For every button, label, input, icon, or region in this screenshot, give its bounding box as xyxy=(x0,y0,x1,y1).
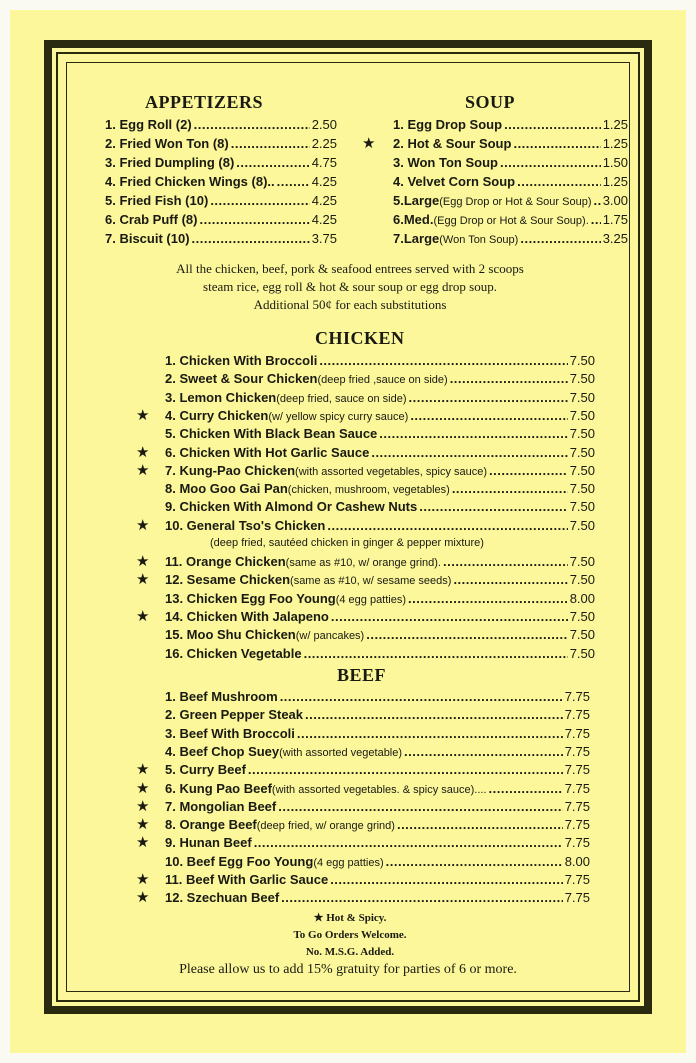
hot-spicy-star-icon: ★ xyxy=(136,515,150,534)
item-name: 1. Egg Drop Soup xyxy=(393,117,503,132)
item-price: 7.75 xyxy=(564,762,590,778)
item-price: 7.50 xyxy=(569,645,595,661)
hot-spicy-star-icon: ★ xyxy=(136,460,150,479)
item-price: 7.75 xyxy=(564,835,590,851)
item-price: 7.50 xyxy=(569,554,595,569)
appetizer-row xyxy=(105,116,337,134)
leader-dots xyxy=(371,444,567,462)
item-name: 11. Orange Chicken xyxy=(165,554,286,569)
beef-row xyxy=(165,743,590,761)
chicken-row xyxy=(165,462,595,480)
leader-dots xyxy=(504,116,601,134)
item-name: 1. Beef Mushroom xyxy=(165,689,278,704)
item-price: 4.25 xyxy=(311,212,337,227)
chicken-row xyxy=(165,645,595,663)
hot-spicy-star-icon: ★ xyxy=(136,760,150,779)
item-name: 3. Fried Dumpling (8) xyxy=(105,155,235,170)
item-note: (Egg Drop or Hot & Sour Soup). xyxy=(433,215,589,227)
leader-dots xyxy=(327,517,567,535)
leader-dots xyxy=(452,480,568,498)
item-name: 6. Chicken With Hot Garlic Sauce xyxy=(165,444,370,460)
item-price: 7.50 xyxy=(569,608,595,624)
item-price: 1.25 xyxy=(602,136,628,151)
tso-description: (deep fried, sautéed chicken in ginger & pepper mixture) xyxy=(210,537,484,549)
item-price: 7.75 xyxy=(564,780,590,796)
beef-row xyxy=(165,871,590,889)
hot-spicy-star-icon: ★ xyxy=(136,796,150,815)
item-note: (same as #10, w/ sesame seeds) xyxy=(290,575,452,588)
soup-row xyxy=(393,173,628,191)
item-price: 7.75 xyxy=(564,743,590,759)
leader-dots xyxy=(594,192,601,210)
item-price: 7.75 xyxy=(564,798,590,814)
hot-spicy-star-icon: ★ xyxy=(136,442,150,461)
leader-dots xyxy=(443,553,568,571)
leader-dots xyxy=(192,230,310,248)
appetizer-row xyxy=(105,211,337,229)
hot-spicy-star-icon: ★ xyxy=(136,405,150,424)
item-price: 7.75 xyxy=(564,872,590,887)
item-note: (Won Ton Soup) xyxy=(439,234,519,246)
menu-page xyxy=(10,10,686,1053)
appetizer-row xyxy=(105,192,337,210)
beef-row xyxy=(165,816,590,834)
item-price: 7.50 xyxy=(569,407,595,423)
item-name: 3. Won Ton Soup xyxy=(393,155,498,170)
soup-heading: SOUP xyxy=(465,92,516,112)
item-price: 3.25 xyxy=(602,231,628,246)
item-name: 6. Crab Puff (8) xyxy=(105,212,198,227)
chicken-row xyxy=(165,626,595,644)
to-go-note: To Go Orders Welcome. xyxy=(293,929,407,941)
item-name: 8. Orange Beef xyxy=(165,817,257,833)
item-note: (with assorted vegetables, spicy sauce) xyxy=(295,465,488,478)
item-name: 2. Sweet & Sour Chicken xyxy=(165,371,318,387)
item-note: (deep fried, sauce on side) xyxy=(276,392,407,405)
beef-row xyxy=(165,834,590,852)
leader-dots xyxy=(408,590,568,608)
item-name: 5. Curry Beef xyxy=(165,762,246,778)
item-name: 7. Biscuit (10) xyxy=(105,231,190,246)
item-price: 7.75 xyxy=(564,689,590,704)
beef-row xyxy=(165,889,590,907)
item-name: 11. Beef With Garlic Sauce xyxy=(165,872,329,887)
hot-spicy-star-icon: ★ xyxy=(136,870,150,888)
item-price: 7.50 xyxy=(569,353,595,368)
item-price: 7.75 xyxy=(564,725,590,741)
chicken-row xyxy=(165,571,595,589)
item-price: 7.50 xyxy=(569,389,595,405)
leader-dots xyxy=(297,725,563,743)
leader-dots xyxy=(236,154,309,172)
item-price: 2.50 xyxy=(311,117,337,132)
beef-row xyxy=(165,798,590,816)
item-price: 1.75 xyxy=(602,212,628,227)
leader-dots xyxy=(379,425,567,443)
beef-heading: BEEF xyxy=(337,665,387,685)
chicken-row xyxy=(165,590,595,608)
item-note: (w/ pancakes) xyxy=(295,630,365,643)
item-name: 6.Med. xyxy=(393,212,434,227)
entree-note-line3: Additional 50¢ for each substitutions xyxy=(253,297,447,312)
item-name: 10. Beef Egg Foo Young xyxy=(165,853,314,869)
item-name: 1. Egg Roll (2) xyxy=(105,117,192,132)
beef-row xyxy=(165,725,590,743)
leader-dots xyxy=(404,743,563,761)
hot-spicy-star-icon: ★ xyxy=(136,778,150,797)
chicken-row xyxy=(165,389,595,407)
item-name: 4. Beef Chop Suey xyxy=(165,743,280,759)
leader-dots xyxy=(591,211,601,229)
item-name: 2. Hot & Sour Soup xyxy=(393,136,512,151)
item-price: 7.50 xyxy=(569,627,595,643)
soup-row xyxy=(393,230,628,248)
item-name: 3. Lemon Chicken xyxy=(165,389,277,405)
hot-spicy-star-icon: ★ xyxy=(362,134,376,152)
leader-dots xyxy=(254,834,563,852)
item-name: 10. General Tso's Chicken xyxy=(165,517,326,533)
chicken-row xyxy=(165,407,595,425)
chicken-row xyxy=(165,444,595,462)
leader-dots xyxy=(419,498,567,516)
leader-dots xyxy=(210,192,309,210)
msg-note: No. M.S.G. Added. xyxy=(305,946,395,958)
soup-row xyxy=(393,211,628,229)
item-price: 1.25 xyxy=(602,174,628,189)
entree-note xyxy=(110,260,590,314)
item-name: 8. Moo Goo Gai Pan xyxy=(165,481,288,497)
item-price: 3.75 xyxy=(311,231,337,246)
item-name: 6. Kung Pao Beef xyxy=(165,780,272,796)
item-note: (with assorted vegetable) xyxy=(279,746,403,759)
item-price: 7.75 xyxy=(564,890,590,906)
soup-row xyxy=(393,135,628,153)
leader-dots xyxy=(231,135,310,153)
item-note: (same as #10, w/ orange grind). xyxy=(285,557,441,569)
item-name: 14. Chicken With Jalapeno xyxy=(165,608,329,624)
leader-dots xyxy=(331,608,568,626)
item-price: 7.50 xyxy=(569,572,595,588)
item-name: 5. Fried Fish (10) xyxy=(105,193,209,208)
leader-dots xyxy=(280,688,563,706)
item-price: 8.00 xyxy=(564,853,590,869)
item-price: 7.75 xyxy=(564,707,590,723)
item-price: 4.25 xyxy=(311,174,337,189)
chicken-row xyxy=(165,517,595,535)
item-note: (4 egg patties) xyxy=(313,856,384,869)
leader-dots xyxy=(489,462,568,480)
item-note: (deep fried, w/ orange grind) xyxy=(256,820,395,833)
leader-dots xyxy=(386,853,563,871)
leader-dots xyxy=(199,211,309,229)
item-price: 7.50 xyxy=(569,481,595,497)
leader-dots xyxy=(513,135,600,153)
item-name: 7.Large xyxy=(393,231,440,246)
leader-dots xyxy=(194,116,310,134)
beef-row xyxy=(165,780,590,798)
item-note: (with assorted vegetables. & spicy sauce).... xyxy=(271,783,487,796)
appetizer-row xyxy=(105,135,337,153)
item-price: 2.25 xyxy=(311,136,337,151)
leader-dots xyxy=(489,780,563,798)
beef-row xyxy=(165,706,590,724)
hot-spicy-star-icon: ★ xyxy=(136,833,150,852)
item-price: 7.50 xyxy=(569,462,595,478)
item-name: 13. Chicken Egg Foo Young xyxy=(165,590,336,606)
leader-dots xyxy=(304,645,568,663)
leader-dots xyxy=(517,173,601,191)
chicken-row xyxy=(165,608,595,626)
hot-spicy-star-icon: ★ xyxy=(136,815,150,834)
leader-dots xyxy=(330,871,563,889)
entree-note-line2: steam rice, egg roll & hot & sour soup or egg drop soup. xyxy=(203,279,497,294)
leader-dots xyxy=(450,370,568,388)
soup-row xyxy=(393,116,628,134)
beef-row xyxy=(165,761,590,779)
item-name: 2. Fried Won Ton (8) xyxy=(105,136,229,151)
soup-row xyxy=(393,192,628,210)
item-price: 8.00 xyxy=(569,590,595,606)
leader-dots xyxy=(305,706,563,724)
item-name: 3. Beef With Broccoli xyxy=(165,725,295,741)
item-price: 7.50 xyxy=(569,444,595,460)
item-price: 7.50 xyxy=(569,499,595,515)
leader-dots xyxy=(500,154,601,172)
leader-dots xyxy=(248,761,563,779)
item-name: 7. Mongolian Beef xyxy=(165,798,277,814)
entree-note-line1: All the chicken, beef, pork & seafood entrees served with 2 scoops xyxy=(176,261,524,276)
item-note: (Egg Drop or Hot & Sour Soup) xyxy=(439,196,592,208)
gratuity-note: Please allow us to add 15% gratuity for parties of 6 or more. xyxy=(179,962,517,977)
hot-spicy-legend: ★ Hot & Spicy. xyxy=(313,912,387,924)
appetizer-row xyxy=(105,230,337,248)
item-name: 16. Chicken Vegetable xyxy=(165,645,302,661)
item-price: 7.50 xyxy=(569,371,595,387)
item-name: 5.Large xyxy=(393,193,440,208)
item-name: 4. Velvet Corn Soup xyxy=(393,174,516,189)
leader-dots xyxy=(453,571,567,589)
hot-spicy-star-icon: ★ xyxy=(136,606,150,625)
hot-spicy-star-icon: ★ xyxy=(136,552,150,570)
leader-dots xyxy=(410,407,567,425)
appetizer-row xyxy=(105,154,337,172)
leader-dots xyxy=(281,889,563,907)
beef-row xyxy=(165,853,590,871)
item-name: 1. Chicken With Broccoli xyxy=(165,353,318,368)
item-note: (chicken, mushroom, vegetables) xyxy=(287,484,450,497)
item-price: 3.00 xyxy=(602,193,628,208)
chicken-row xyxy=(165,480,595,498)
leader-dots xyxy=(397,816,563,834)
item-price: 7.50 xyxy=(569,426,595,442)
leader-dots xyxy=(277,173,310,191)
item-price: 7.75 xyxy=(564,817,590,833)
item-price: 7.50 xyxy=(569,517,595,533)
item-price: 4.75 xyxy=(311,155,337,170)
appetizers-heading: APPETIZERS xyxy=(145,92,264,112)
item-name: 5. Chicken With Black Bean Sauce xyxy=(165,426,378,442)
item-name: 4. Curry Chicken xyxy=(165,407,269,423)
chicken-row xyxy=(165,370,595,388)
leader-dots xyxy=(520,230,600,248)
item-price: 1.25 xyxy=(602,117,628,132)
item-price: 4.25 xyxy=(311,193,337,208)
item-name: 15. Moo Shu Chicken xyxy=(165,627,296,643)
leader-dots xyxy=(409,389,568,407)
leader-dots xyxy=(366,626,567,644)
item-name: 7. Kung-Pao Chicken xyxy=(165,462,296,478)
item-name: 9. Hunan Beef xyxy=(165,835,252,851)
item-note: (deep fried ,sauce on side) xyxy=(317,374,448,387)
hot-spicy-star-icon: ★ xyxy=(136,888,150,907)
item-note: (4 egg patties) xyxy=(335,593,407,606)
item-name: 2. Green Pepper Steak xyxy=(165,707,304,723)
soup-row xyxy=(393,154,628,172)
hot-spicy-star-icon: ★ xyxy=(136,570,150,589)
item-note: (w/ yellow spicy curry sauce) xyxy=(268,410,409,423)
item-name: 12. Sesame Chicken xyxy=(165,572,291,588)
leader-dots xyxy=(278,798,562,816)
leader-dots xyxy=(319,352,567,370)
item-name: 12. Szechuan Beef xyxy=(165,890,280,906)
chicken-heading: CHICKEN xyxy=(315,328,405,348)
chicken-row xyxy=(165,425,595,443)
item-name: 4. Fried Chicken Wings (8).. xyxy=(105,174,275,189)
chicken-row xyxy=(165,352,595,370)
chicken-row xyxy=(165,553,595,571)
footer-notes xyxy=(110,910,590,961)
appetizer-row xyxy=(105,173,337,191)
item-price: 1.50 xyxy=(602,155,628,170)
chicken-row xyxy=(165,498,595,516)
item-name: 9. Chicken With Almond Or Cashew Nuts xyxy=(165,499,418,515)
beef-row xyxy=(165,688,590,706)
